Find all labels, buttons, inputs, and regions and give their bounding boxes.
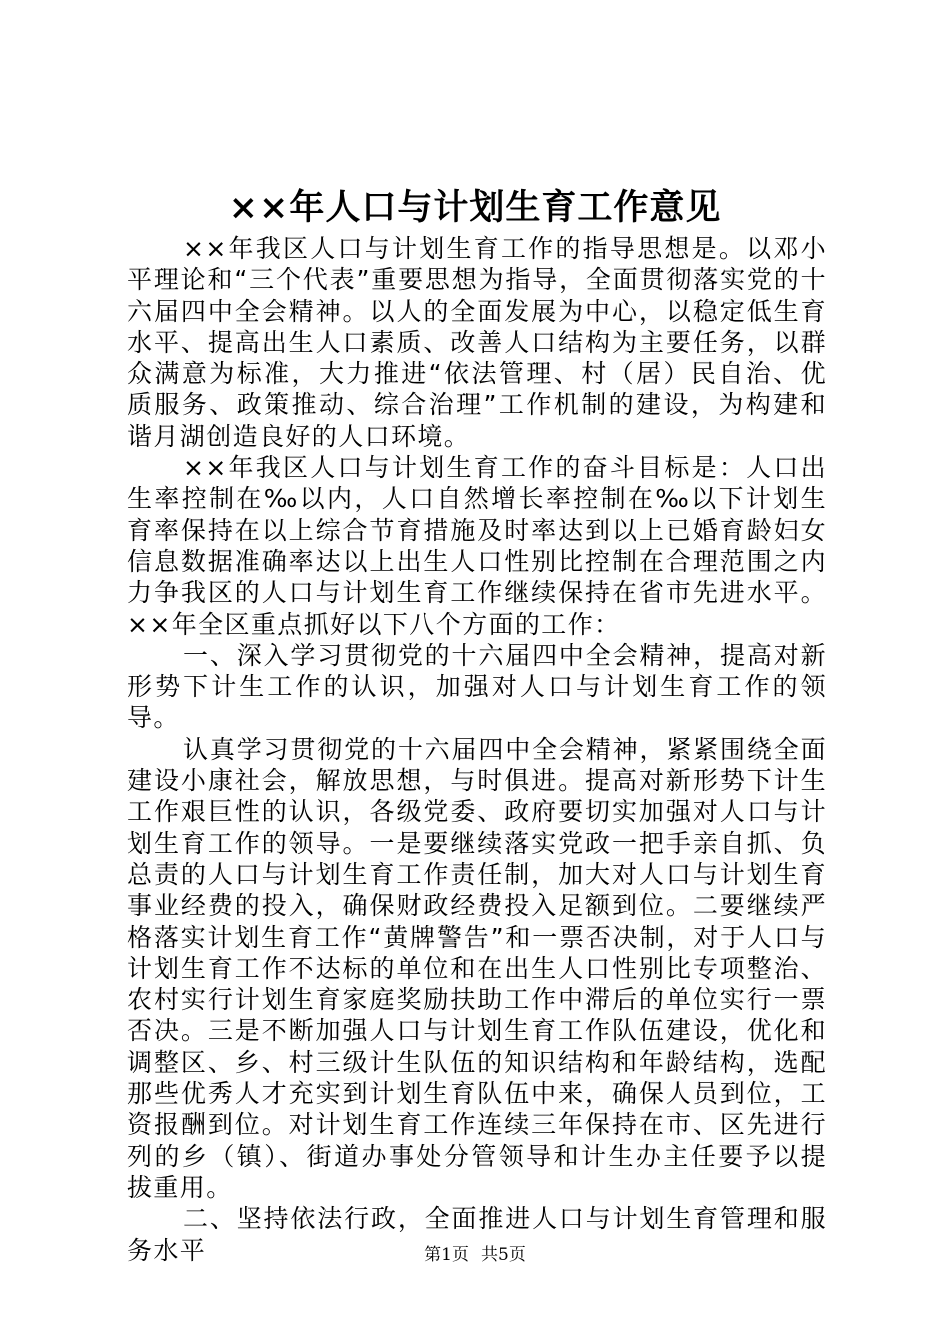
paragraph-guiding-ideology: ××年我区人口与计划生育工作的指导思想是。以邓小平理论和“三个代表”重要思想为指导，全面贯彻落实党的十六届四中全会精神。以人的全面发展为中心，以稳定低生育水平、提高出生人口素质、改善人口结构为主要任务，以群众满意为标准，大力推进“依法管理、村（居）民自治、优质服务、政策推动、综合治理”工作机制的建设，为构建和谐月湖创造良好的人口环境。 bbox=[127, 234, 827, 451]
page-footer bbox=[0, 1244, 950, 1266]
document-title: ××年人口与计划生育工作意见 bbox=[228, 187, 722, 228]
page-total: 共5页 bbox=[481, 1245, 526, 1265]
paragraph-goals: ××年我区人口与计划生育工作的奋斗目标是：人口出生率控制在‰以内，人口自然增长率控制在‰以下计划生育率保持在以上综合节育措施及时率达到以上已婚育龄妇女信息数据准确率达以上出生人口性别比控制在合理范围之内力争我区的人口与计划生育工作继续保持在省市先进水平。××年全区重点抓好以下八个方面的工作： bbox=[127, 453, 827, 639]
page-number: 第1页 bbox=[424, 1245, 469, 1265]
paragraph-section-one-heading: 一、深入学习贯彻党的十六届四中全会精神，提高对新形势下计生工作的认识，加强对人口与计划生育工作的领导。 bbox=[127, 640, 827, 733]
paragraph-section-two-heading: 二、坚持依法行政，全面推进人口与计划生育管理和服务水平 bbox=[127, 1204, 827, 1265]
paragraph-section-one-body: 认真学习贯彻党的十六届四中全会精神，紧紧围绕全面建设小康社会，解放思想，与时俱进。提高对新形势下计生工作艰巨性的认识，各级党委、政府要切实加强对人口与计划生育工作的领导。一是要继续落实党政一把手亲自抓、负总责的人口与计划生育工作责任制，加大对人口与计划生育事业经费的投入，确保财政经费投入足额到位。二要继续严格落实计划生育工作“黄牌警告”和一票否决制，对于人口与计划生育工作不达标的单位和在出生人口性别比专项整治、农村实行计划生育家庭奖励扶助工作中滞后的单位实行一票否决。三是不断加强人口与计划生育工作队伍建设，优化和调整区、乡、村三级计生队伍的知识结构和年龄结构，选配那些优秀人才充实到计划生育队伍中来，确保人员到位，工资报酬到位。对计划生育工作连续三年保持在市、区先进行列的乡（镇）、街道办事处分管领导和计生办主任要予以提拔重用。 bbox=[127, 734, 827, 1202]
document-body bbox=[127, 233, 827, 1266]
